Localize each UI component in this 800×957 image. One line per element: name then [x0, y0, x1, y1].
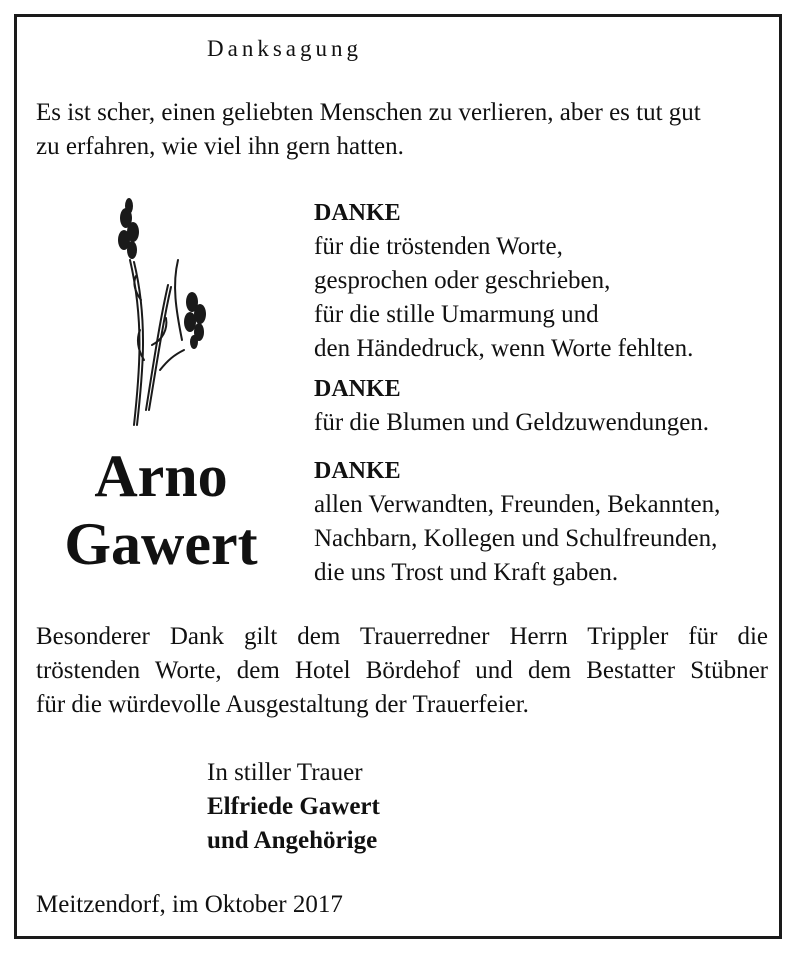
signature-line: In stiller Trauer — [207, 759, 363, 786]
thanks-line: die uns Trost und Kraft gaben. — [314, 559, 619, 586]
intro-text — [36, 96, 701, 164]
place-date: Meitzendorf, im Oktober 2017 — [36, 891, 343, 918]
notice-heading: Danksagung — [207, 36, 362, 61]
thanks-line: für die stille Umarmung und — [314, 301, 599, 328]
special-thanks-line: für die würdevolle Ausgestaltung der Trauerfeier. — [36, 691, 529, 718]
intro-line: zu erfahren, wie viel ihn gern hatten. — [36, 133, 404, 160]
thanks-line: den Händedruck, wenn Worte fehlten. — [314, 335, 694, 362]
special-thanks-line: Besonderer Dank gilt dem Trauerredner Herrn Trippler für die — [36, 623, 768, 650]
thanks-line: für die tröstenden Worte, — [314, 233, 563, 260]
thanks-heading: DANKE — [314, 200, 401, 226]
wheat-illustration — [96, 190, 226, 430]
thanks-line: gesprochen oder geschrieben, — [314, 267, 611, 294]
first-name: Arno — [94, 443, 228, 509]
special-thanks — [36, 620, 768, 722]
thanks-line: Nachbarn, Kollegen und Schulfreunden, — [314, 525, 718, 552]
signature-name: Elfriede Gawert — [207, 793, 380, 820]
signature-line: und Angehörige — [207, 827, 378, 854]
special-thanks-line: tröstenden Worte, dem Hotel Bördehof und dem Bestatter Stübner — [36, 657, 768, 684]
thanks-block — [314, 454, 720, 590]
thanks-line: allen Verwandten, Freunden, Bekannten, — [314, 491, 721, 518]
intro-line: Es ist scher, einen geliebten Menschen zu verlieren, aber es tut gut — [36, 99, 701, 126]
thanks-block — [314, 372, 709, 440]
thanks-heading: DANKE — [314, 458, 401, 484]
last-name: Gawert — [64, 511, 258, 577]
signature — [207, 756, 380, 858]
deceased-name — [38, 442, 284, 578]
thanks-heading: DANKE — [314, 376, 401, 402]
thanks-line: für die Blumen und Geldzuwendungen. — [314, 409, 710, 436]
thanks-block — [314, 196, 693, 366]
